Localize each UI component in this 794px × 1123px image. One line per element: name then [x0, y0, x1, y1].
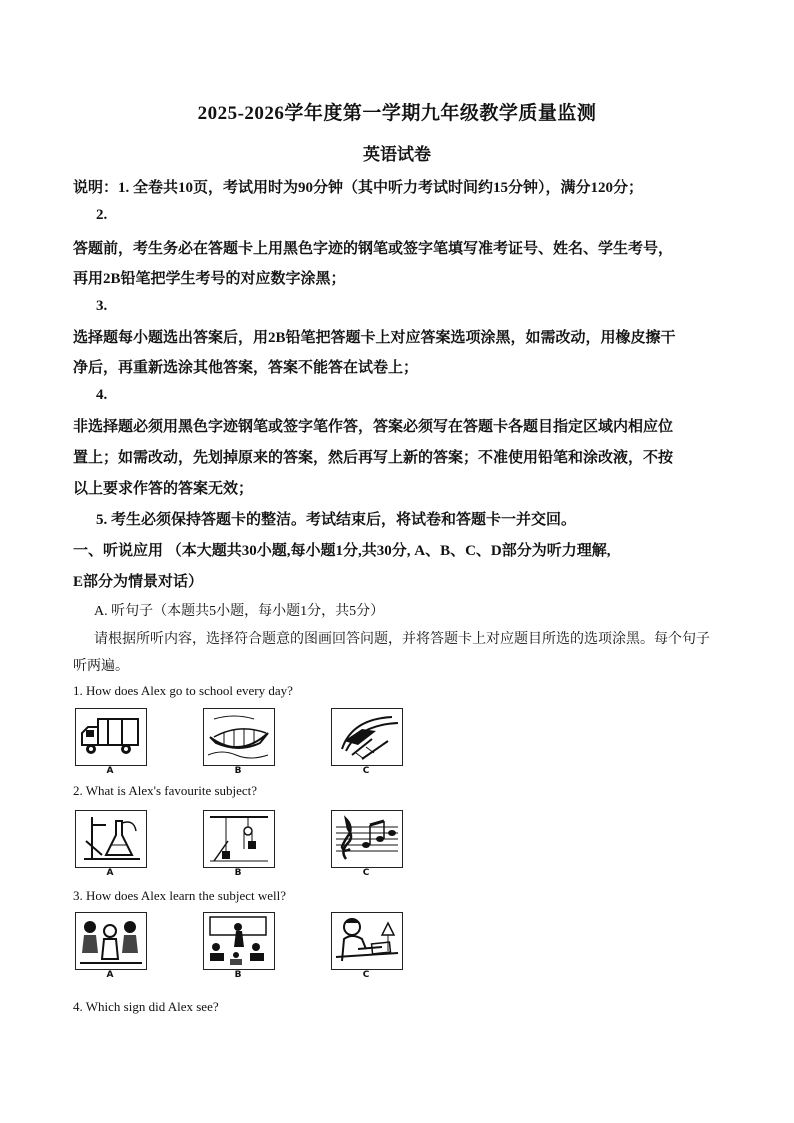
student-writing-icon[interactable]: [331, 912, 403, 970]
part-a-description-line-1: 请根据所听内容，选择符合题意的图画回答问题，并将答题卡上对应题目所选的选项涂黑。每个句子: [94, 632, 710, 647]
question-1-text: 1. How does Alex go to school every day?: [73, 683, 293, 698]
physics-pulley-icon[interactable]: [203, 810, 275, 868]
instruction-4-line-2: 置上；如需改动，先划掉原来的答案，然后再写上新的答案；不准使用铅笔和涂改液，不按: [73, 450, 674, 466]
question-2-text: 2. What is Alex's favourite subject?: [73, 783, 258, 798]
truck-icon[interactable]: [75, 708, 147, 766]
question-4-text: 4. Which sign did Alex see?: [73, 999, 219, 1014]
boat-icon[interactable]: [203, 708, 275, 766]
instruction-2-line-1: 答题前，考生务必在答题卡上用黑色字迹的钢笔或签字笔填写准考证号、姓名、学生考号，: [73, 241, 674, 257]
question-3-option-a-label: A: [106, 970, 114, 980]
group-discussion-icon[interactable]: [75, 912, 147, 970]
instruction-1: 说明：1. 全卷共10页，考试用时为90分钟（其中听力考试时间约15分钟），满分120分；: [73, 180, 644, 196]
instruction-2-line-2: 再用2B铅笔把学生考号的对应数字涂黑；: [73, 271, 346, 287]
question-2-option-a-label: A: [106, 868, 114, 878]
question-3-text: 3. How does Alex learn the subject well?: [73, 888, 286, 903]
instruction-3-line-1: 选择题每小题选出答案后，用2B铅笔把答题卡上对应答案选项涂黑，如需改动，用橡皮擦干: [73, 330, 676, 346]
instruction-4-line-3: 以上要求作答的答案无效；: [73, 481, 254, 497]
classroom-teacher-icon[interactable]: [203, 912, 275, 970]
instruction-3-line-2: 净后，再重新选涂其他答案，答案不能答在试卷上；: [73, 360, 419, 376]
question-2-option-b-label: B: [234, 868, 242, 878]
question-1-option-a-label: A: [106, 766, 114, 776]
section-1-heading-line-2: E部分为情景对话）: [73, 574, 204, 590]
exam-title: 2025-2026学年度第一学期九年级教学质量监测: [197, 103, 597, 124]
music-notes-icon[interactable]: [331, 810, 403, 868]
instruction-number-4: 4.: [96, 387, 108, 403]
chemistry-lab-icon[interactable]: [75, 810, 147, 868]
instruction-4-line-1: 非选择题必须用黑色字迹钢笔或签字笔作答，答案必须写在答题卡各题目指定区域内相应位: [73, 419, 674, 435]
train-icon[interactable]: [331, 708, 403, 766]
question-2-option-c-label: C: [362, 868, 370, 878]
part-a-title: A. 听句子（本题共5小题，每小题1分，共5分）: [94, 604, 385, 619]
instruction-number-2: 2.: [96, 207, 108, 223]
instruction-5: 5. 考生必须保持答题卡的整洁。考试结束后，将试卷和答题卡一并交回。: [96, 512, 577, 528]
question-1-option-b-label: B: [234, 766, 242, 776]
section-1-heading-line-1: 一、听说应用 （本大题共30小题,每小题1分,共30分, A、B、C、D部分为听力理解,: [73, 543, 611, 559]
question-1-option-c-label: C: [362, 766, 370, 776]
instruction-number-3: 3.: [96, 298, 108, 314]
part-a-description-line-2: 听两遍。: [73, 659, 129, 674]
question-3-option-b-label: B: [234, 970, 242, 980]
exam-subtitle: 英语试卷: [363, 145, 431, 164]
question-3-option-c-label: C: [362, 970, 370, 980]
